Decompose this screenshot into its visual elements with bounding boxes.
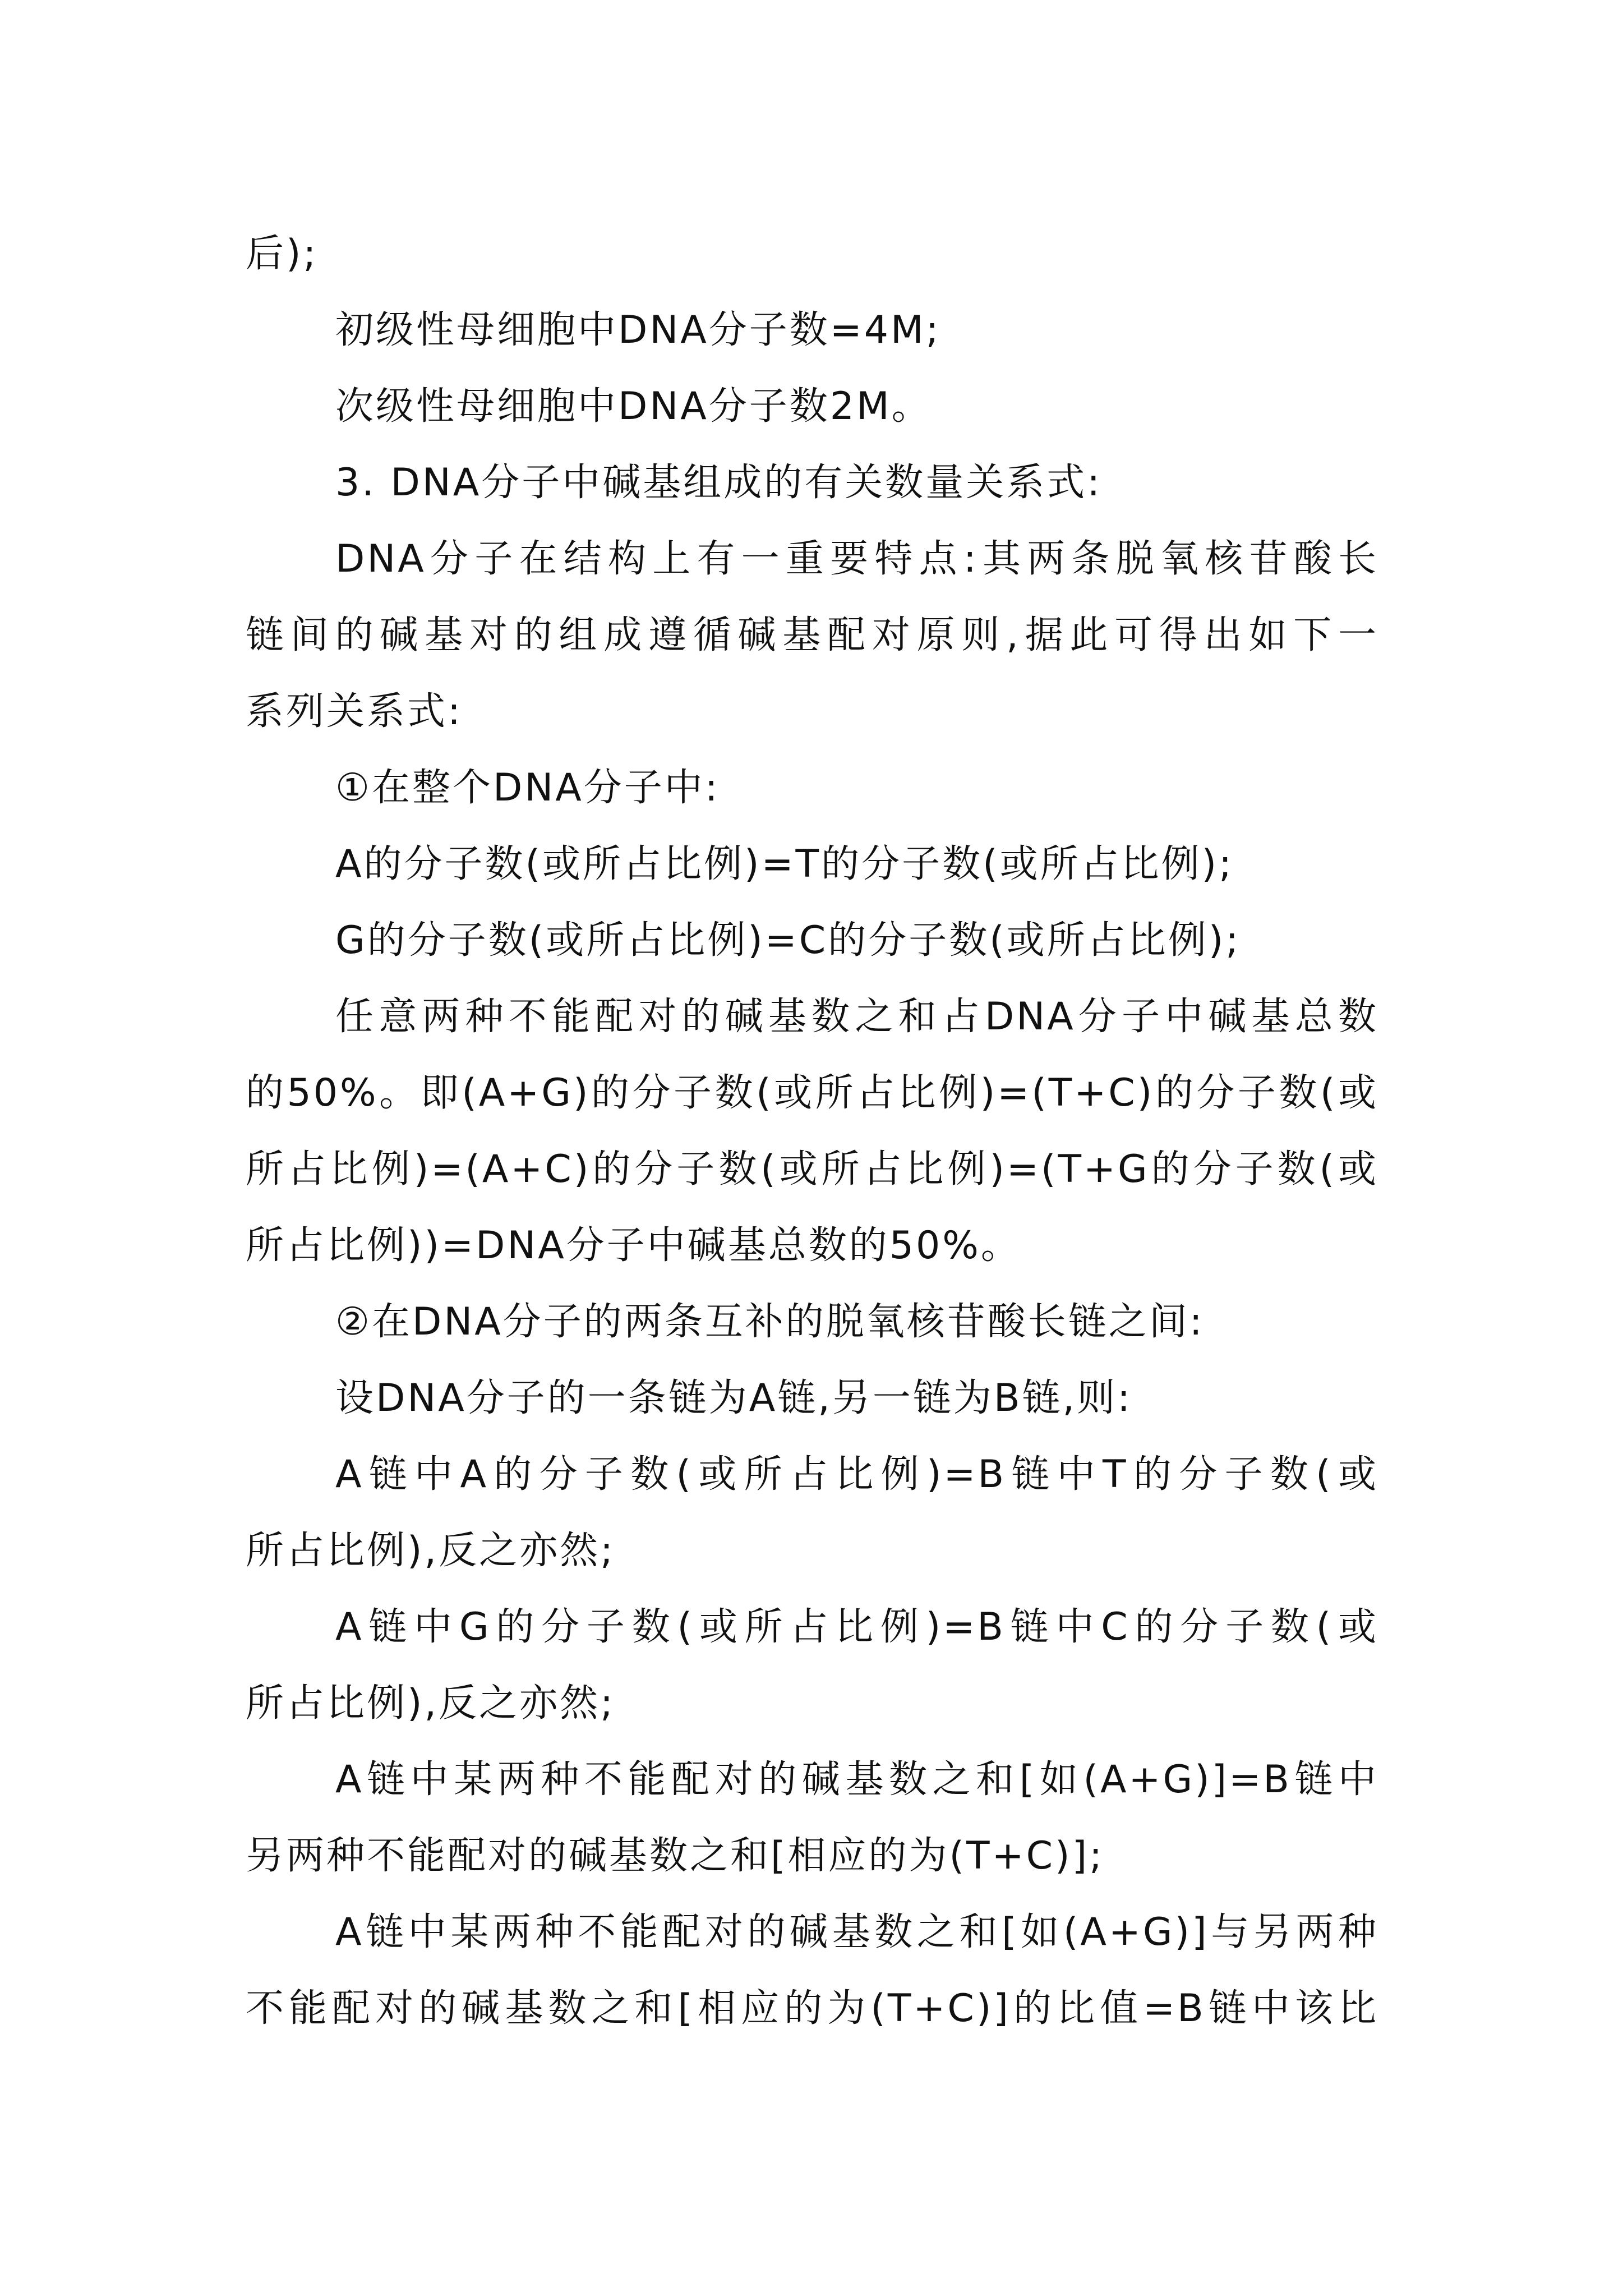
text-line: ②在DNA分子的两条互补的脱氧核苷酸长链之间: [335,1300,1205,1344]
text-line: 所占比例))=DNA分子中碱基总数的50%。 [246,1223,1021,1268]
text-line: 初级性母细胞中DNA分子数=4M; [335,308,941,352]
text-line: 后); [246,232,319,276]
text-line: DNA分子在结构上有一重要特点:其两条脱氧核苷酸长 [335,537,1378,581]
text-line: A的分子数(或所占比例)=T的分子数(或所占比例); [335,842,1234,886]
text-line: 次级性母细胞中DNA分子数2M。 [335,384,932,429]
text-line: G的分子数(或所占比例)=C的分子数(或所占比例); [335,918,1241,963]
text-line: 系列关系式: [246,689,463,734]
text-line: 的50%。即(A+G)的分子数(或所占比例)=(T+C)的分子数(或 [246,1071,1378,1115]
text-line: A链中A的分子数(或所占比例)=B链中T的分子数(或 [335,1452,1378,1497]
text-line: 不能配对的碱基数之和[相应的为(T+C)]的比值=B链中该比 [246,1986,1378,2031]
text-line: A链中某两种不能配对的碱基数之和[如(A+G)]与另两种 [335,1910,1378,1954]
text-line: 所占比例),反之亦然; [246,1681,616,1726]
text-line: 任意两种不能配对的碱基数之和占DNA分子中碱基总数 [335,995,1378,1039]
text-line: 所占比例)=(A+C)的分子数(或所占比例)=(T+G的分子数(或 [246,1147,1378,1191]
text-line: A链中G的分子数(或所占比例)=B链中C的分子数(或 [335,1605,1378,1649]
text-line: A链中某两种不能配对的碱基数之和[如(A+G)]=B链中 [335,1757,1378,1802]
text-line: 另两种不能配对的碱基数之和[相应的为(T+C)]; [246,1834,1105,1878]
text-line: ①在整个DNA分子中: [335,766,720,810]
text-line: 链间的碱基对的组成遵循碱基配对原则,据此可得出如下一 [246,613,1378,657]
text-line: 设DNA分子的一条链为A链,另一链为B链,则: [335,1376,1133,1420]
text-line: 所占比例),反之亦然; [246,1529,616,1573]
section-heading: 3. DNA分子中碱基组成的有关数量关系式: [335,461,1103,505]
document-body [246,216,1378,2047]
